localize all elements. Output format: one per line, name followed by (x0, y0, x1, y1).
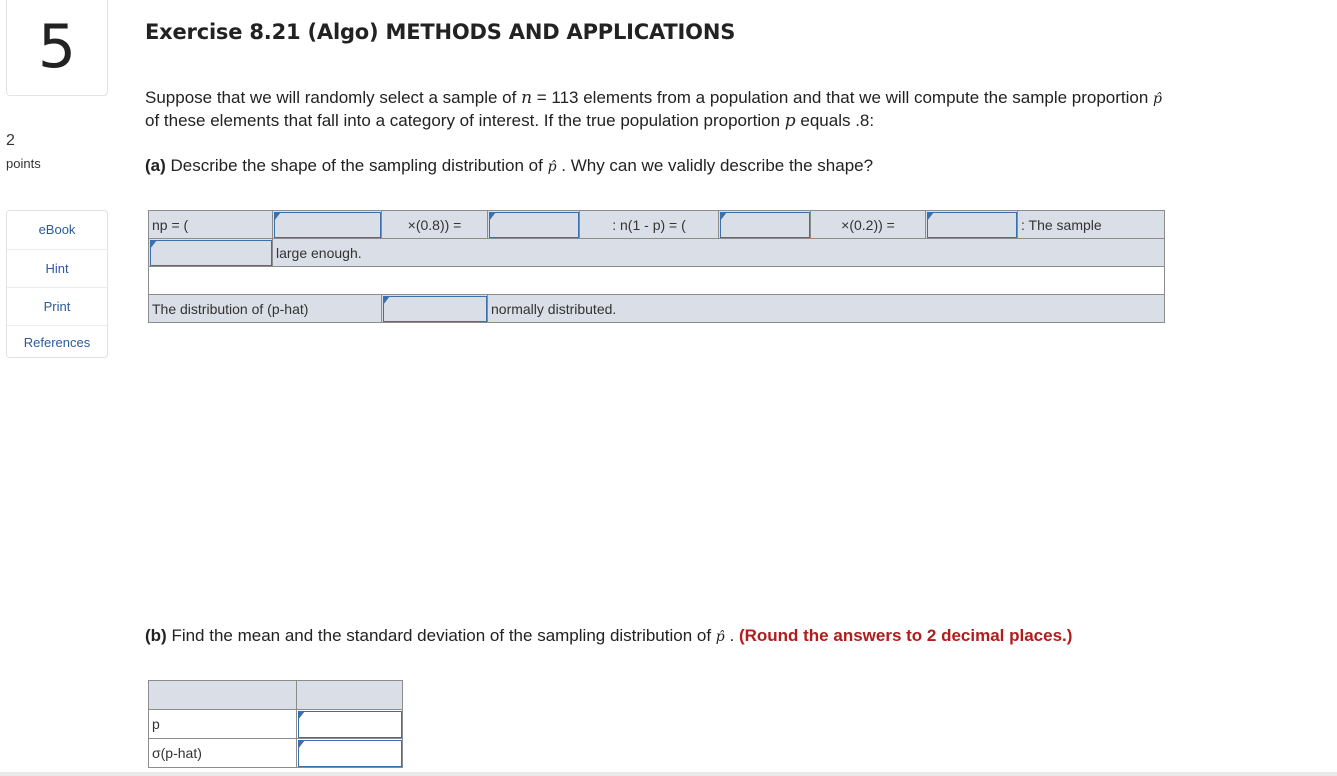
sample-label: : The sample (1018, 211, 1165, 239)
part-a-question: (a) Describe the shape of the sampling distribution of p̂ . Why can we validly describe the shape? (145, 156, 874, 175)
large-enough-label: large enough. (273, 239, 1165, 267)
p-hat-symbol: p̂ (715, 629, 725, 645)
header-cell (297, 681, 403, 710)
mean-label: p (149, 710, 297, 739)
np-label: np = ( (149, 211, 273, 239)
sample-size-status-dropdown[interactable] (149, 239, 273, 267)
normally-distributed-label: normally distributed. (488, 295, 1165, 323)
ebook-link[interactable]: eBook (7, 211, 107, 250)
problem-statement: Suppose that we will randomly select a sample of n = 113 elements from a population and that we will compute the sample proportion p̂ of these elements that fall into a category of interest. If the true population proportion p equals .8: (145, 88, 1163, 131)
n1p-result-input[interactable] (926, 211, 1018, 239)
question-number: 5 (6, 0, 108, 96)
distribution-label: The distribution of (p-hat) (149, 295, 382, 323)
part-a-label: (a) (145, 156, 166, 175)
np-n-input[interactable] (273, 211, 382, 239)
std-dev-input[interactable] (297, 739, 403, 768)
part-b-question: (b) Find the mean and the standard deviation of the sampling distribution of p̂ . (Round the answers to 2 decimal places.) (145, 626, 1073, 645)
mean-input[interactable] (297, 710, 403, 739)
n-variable: n (521, 88, 533, 108)
points-value: 2 (6, 132, 15, 149)
p-variable: p (784, 111, 796, 131)
rounding-instruction: (Round the answers to 2 decimal places.) (738, 626, 1073, 645)
resource-panel (6, 210, 108, 358)
part-a-worksheet (148, 210, 1165, 323)
p-hat-symbol: p̂ (547, 159, 557, 175)
part-b-answer-table (148, 680, 403, 768)
spacer-row (149, 267, 1165, 295)
np-result-input[interactable] (488, 211, 580, 239)
bottom-divider (0, 772, 1337, 776)
exercise-title: Exercise 8.21 (Algo) METHODS AND APPLICATIONS (145, 20, 736, 44)
part-b-label: (b) (145, 626, 167, 645)
times-q-label: ×(0.2)) = (811, 211, 926, 239)
print-link[interactable]: Print (7, 288, 107, 326)
n1p-n-input[interactable] (719, 211, 811, 239)
header-cell (149, 681, 297, 710)
n-one-minus-p-label: : n(1 - p) = ( (580, 211, 719, 239)
references-link[interactable]: References (23, 335, 91, 350)
p-hat-symbol: p̂ (1153, 91, 1163, 107)
hint-link[interactable]: Hint (7, 250, 107, 288)
distribution-dropdown[interactable] (382, 295, 488, 323)
times-p-label: ×(0.8)) = (382, 211, 488, 239)
points-label: points (6, 156, 41, 171)
std-dev-label: σ(p-hat) (149, 739, 297, 768)
